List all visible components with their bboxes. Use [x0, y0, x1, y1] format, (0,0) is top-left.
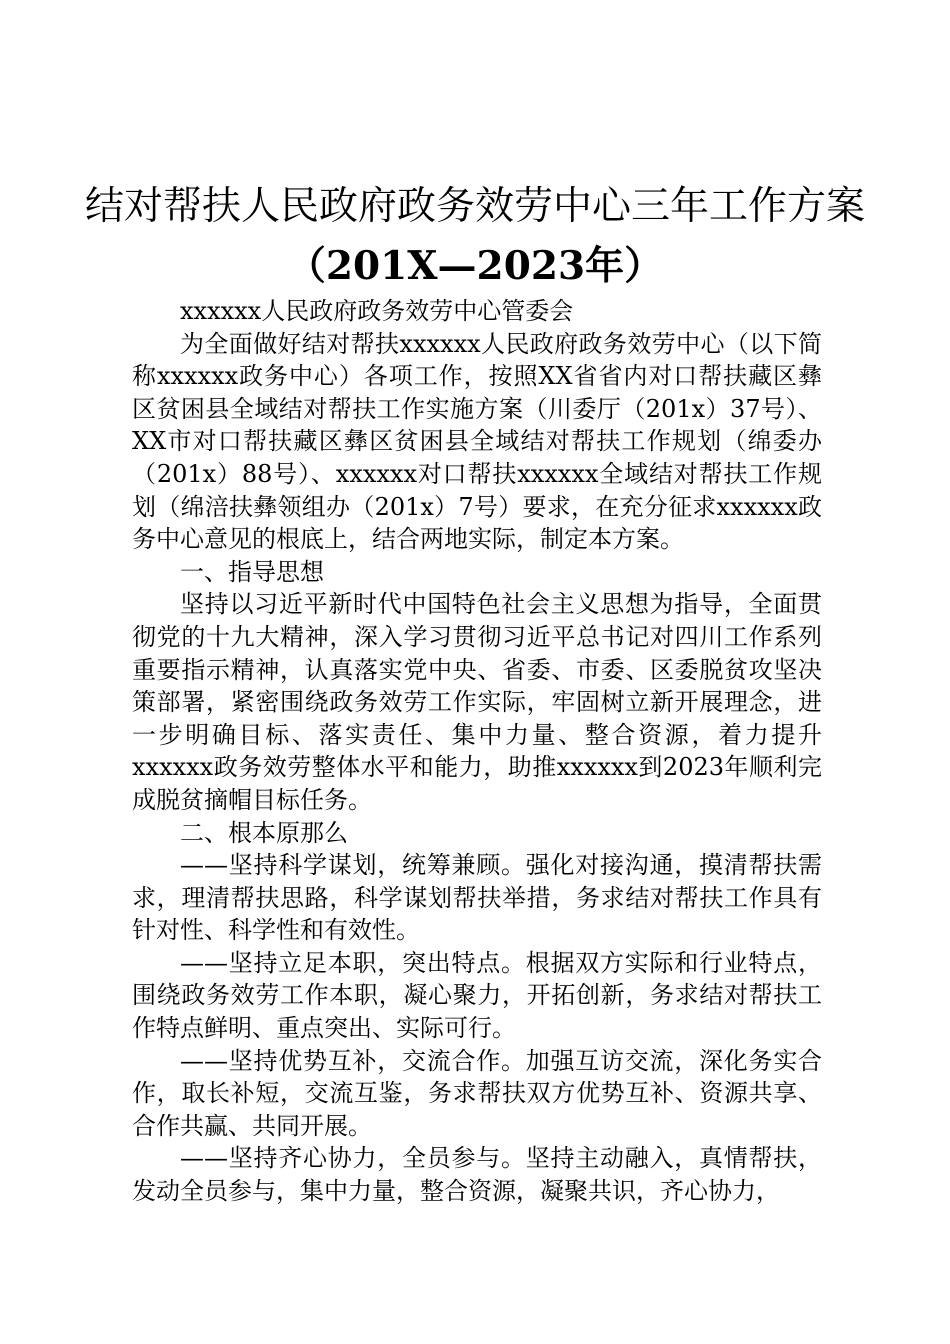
section-heading-basic-principles: 二、根本原那么 [180, 818, 348, 847]
principle-paragraph: ——坚持优势互补，交流合作。加强互访交流，深化务实合作，取长补短，交流互鉴，务求帮扶双方优势互补、资源共享、合作共赢、共同开展。 [132, 1046, 822, 1140]
principle-paragraph: ——坚持齐心协力，全员参与。坚持主动融入，真情帮扶，发动全员参与，集中力量，整合资源，凝聚共识，齐心协力， [132, 1144, 822, 1206]
guiding-ideology-paragraph: 坚持以习近平新时代中国特色社会主义思想为指导，全面贯彻党的十九大精神，深入学习贯彻习近平总书记对四川工作系列重要指示精神，认真落实党中央、省委、市委、区委脱贫攻坚决策部署，紧密围绕政务效劳工作实际，牢固树立新开展理念，进一步明确目标、落实责任、集中力量、整合资源，着力提升xxxxxx政务效劳整体水平和能力，助推xxxxxx到2023年顺利完成脱贫摘帽目标任务。 [132, 590, 822, 814]
document-title: 结对帮扶人民政府政务效劳中心三年工作方案 [84, 184, 865, 229]
document-subtitle-years: （201X—2023年） [286, 243, 664, 289]
section-heading-guiding-ideology: 一、指导思想 [180, 557, 324, 586]
principle-paragraph: ——坚持科学谋划，统筹兼顾。强化对接沟通，摸清帮扶需求，理清帮扶思路，科学谋划帮扶举措，务求结对帮扶工作具有针对性、科学性和有效性。 [132, 851, 822, 945]
principle-paragraph: ——坚持立足本职，突出特点。根据双方实际和行业特点，围绕政务效劳工作本职，凝心聚力，开拓创新，务求结对帮扶工作特点鲜明、重点突出、实际可行。 [132, 948, 822, 1043]
issuer-line: xxxxxx人民政府政务效劳中心管委会 [180, 297, 574, 325]
document-body [132, 295, 822, 1208]
intro-paragraph: 为全面做好结对帮扶xxxxxx人民政府政务效劳中心（以下简称xxxxxx政务中心）各项工作，按照XX省省内对口帮扶藏区彝区贫困县全域结对帮扶工作实施方案（川委厅（201x）37号）、XX市对口帮扶藏区彝区贫困县全域结对帮扶工作规划（绵委办（201x）88号）、xxxxxx对口帮扶xxxxxx全域结对帮扶工作规划（绵涪扶彝领组办（201x）7号）要求，在充分征求xxxxxx政务中心意见的根底上，结合两地实际，制定本方案。 [132, 329, 822, 554]
